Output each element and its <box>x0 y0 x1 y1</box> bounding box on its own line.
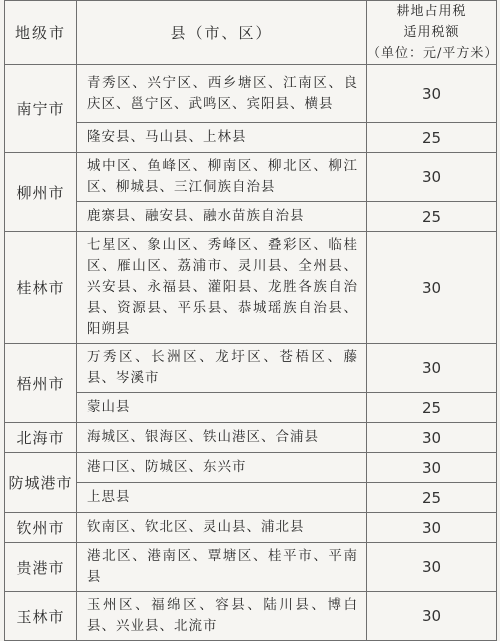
rate-cell: 30 <box>367 543 497 592</box>
county-cell: 城中区、鱼峰区、柳南区、柳北区、柳江区、柳城县、三江侗族自治县 <box>77 153 367 202</box>
header-city: 地级市 <box>5 1 77 65</box>
rate-cell: 30 <box>367 153 497 202</box>
rate-cell: 30 <box>367 453 497 483</box>
county-cell: 隆安县、马山县、上林县 <box>77 123 367 153</box>
city-wuzhou: 梧州市 <box>5 344 77 423</box>
city-yulin: 玉林市 <box>5 592 77 641</box>
rate-cell: 30 <box>367 423 497 453</box>
table-row <box>5 65 497 123</box>
city-nanning: 南宁市 <box>5 65 77 153</box>
table-row <box>5 453 497 483</box>
county-cell: 港口区、防城区、东兴市 <box>77 453 367 483</box>
header-rate-line1: 耕地占用税 <box>396 4 467 19</box>
rate-cell: 25 <box>367 123 497 153</box>
county-cell: 上思县 <box>77 483 367 513</box>
table-row <box>5 232 497 344</box>
rate-cell: 25 <box>367 393 497 423</box>
city-fangchenggang: 防城港市 <box>5 453 77 513</box>
county-cell: 港北区、港南区、覃塘区、桂平市、平南县 <box>77 543 367 592</box>
city-guigang: 贵港市 <box>5 543 77 592</box>
county-cell: 海城区、银海区、铁山港区、合浦县 <box>77 423 367 453</box>
table-row <box>5 393 497 423</box>
city-qinzhou: 钦州市 <box>5 513 77 543</box>
table-row <box>5 123 497 153</box>
county-cell: 玉州区、福绵区、容县、陆川县、博白县、兴业县、北流市 <box>77 592 367 641</box>
table-row <box>5 344 497 393</box>
city-beihai: 北海市 <box>5 423 77 453</box>
table-row <box>5 153 497 202</box>
header-rate <box>367 1 497 65</box>
rate-cell: 30 <box>367 232 497 344</box>
header-rate-line3: （单位：元/平方米） <box>367 46 499 61</box>
table-row <box>5 423 497 453</box>
rate-cell: 30 <box>367 344 497 393</box>
county-cell: 鹿寨县、融安县、融水苗族自治县 <box>77 202 367 232</box>
table-row <box>5 543 497 592</box>
county-cell: 万秀区、长洲区、龙圩区、苍梧区、藤县、岑溪市 <box>77 344 367 393</box>
county-cell: 蒙山县 <box>77 393 367 423</box>
county-cell: 七星区、象山区、秀峰区、叠彩区、临桂区、雁山区、荔浦市、灵川县、全州县、兴安县、永福县、灌阳县、龙胜各族自治县、资源县、平乐县、恭城瑶族自治县、阳朔县 <box>77 232 367 344</box>
rate-cell: 30 <box>367 513 497 543</box>
rate-cell: 30 <box>367 65 497 123</box>
table-row <box>5 592 497 641</box>
county-cell: 青秀区、兴宁区、西乡塘区、江南区、良庆区、邕宁区、武鸣区、宾阳县、横县 <box>77 65 367 123</box>
city-liuzhou: 柳州市 <box>5 153 77 232</box>
tax-rate-table <box>4 0 497 641</box>
rate-cell: 30 <box>367 592 497 641</box>
table-row <box>5 202 497 232</box>
header-rate-line2: 适用税额 <box>403 25 460 40</box>
city-guilin: 桂林市 <box>5 232 77 344</box>
county-cell: 钦南区、钦北区、灵山县、浦北县 <box>77 513 367 543</box>
table-row <box>5 483 497 513</box>
table-header-row <box>5 1 497 65</box>
header-county: 县（市、区） <box>77 1 367 65</box>
rate-cell: 25 <box>367 202 497 232</box>
table-row <box>5 513 497 543</box>
rate-cell: 25 <box>367 483 497 513</box>
